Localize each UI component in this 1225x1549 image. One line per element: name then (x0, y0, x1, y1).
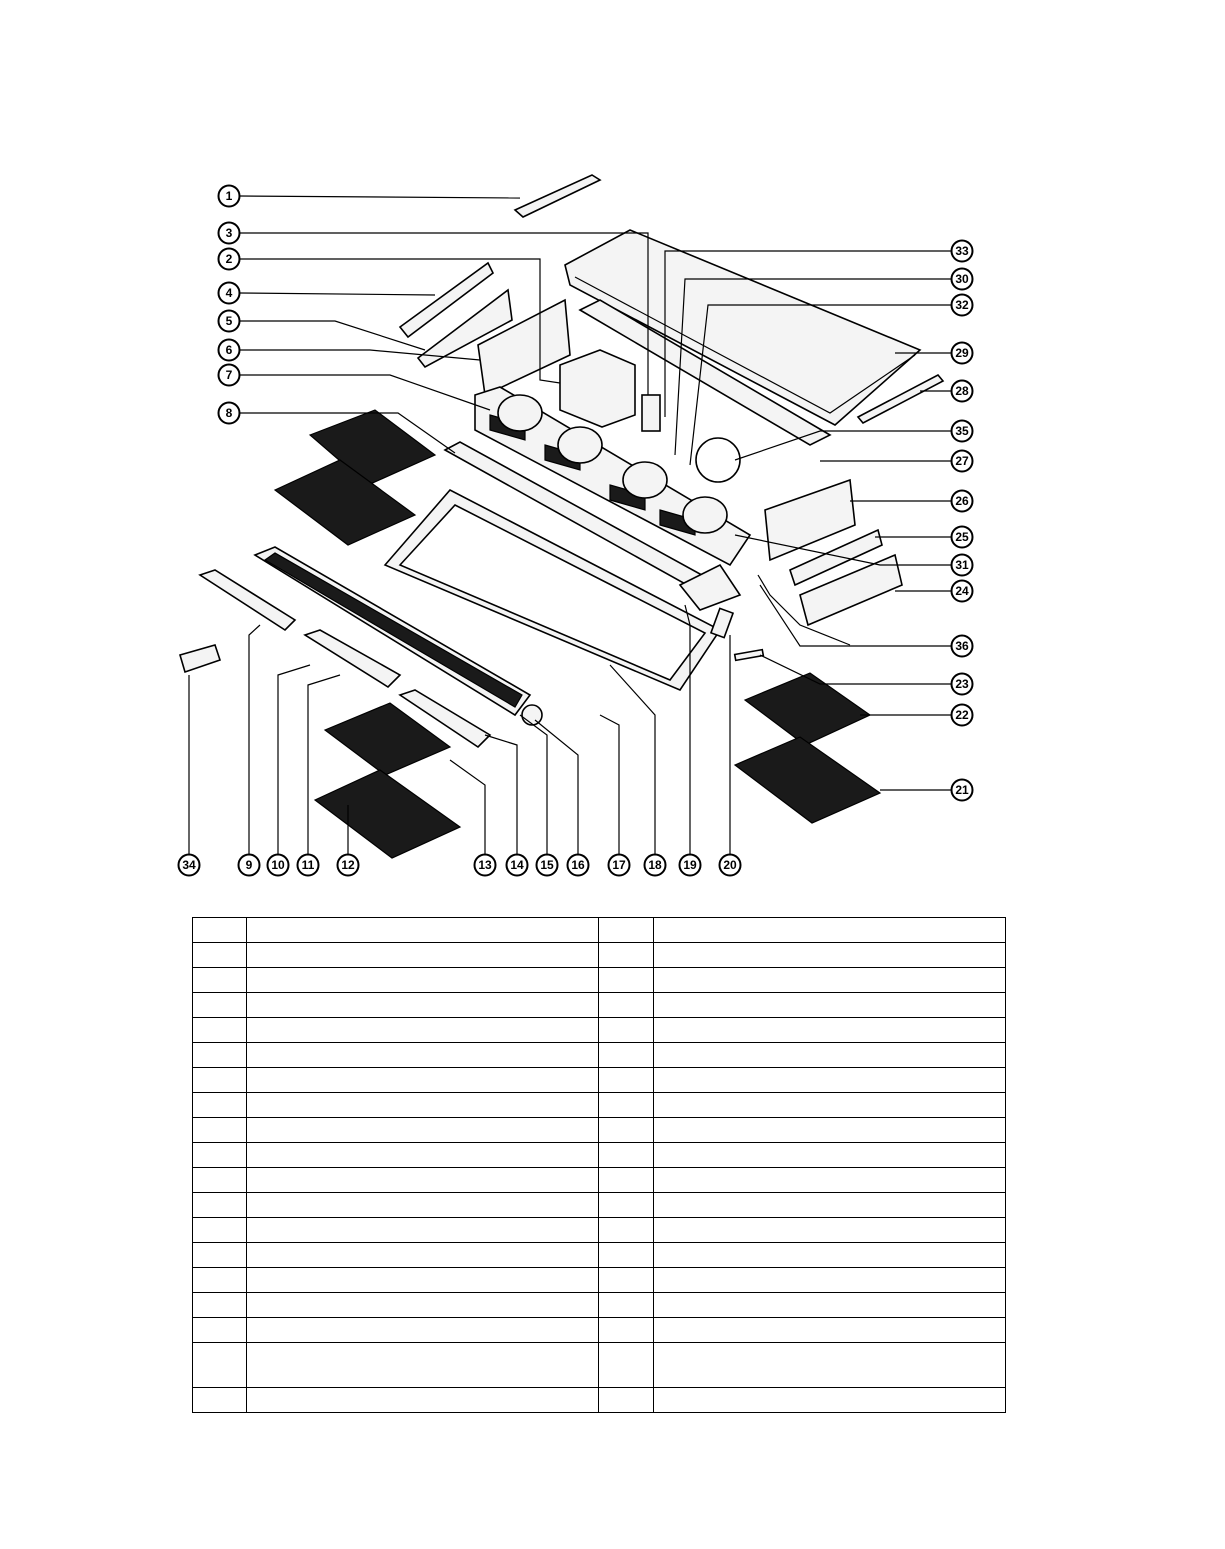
part-number-cell (599, 1243, 653, 1268)
part-swing-motor (522, 705, 542, 725)
table-row (193, 1243, 1006, 1268)
part-number-cell (599, 1143, 653, 1168)
svg-text:8: 8 (225, 406, 233, 420)
callout-27 (952, 451, 973, 472)
callout-4 (219, 283, 240, 304)
part-description-cell (247, 1293, 599, 1318)
part-description-cell (653, 1268, 1005, 1293)
svg-text:32: 32 (955, 298, 969, 312)
part-number-cell (599, 1068, 653, 1093)
part-description-cell (247, 1243, 599, 1268)
callout-24 (952, 581, 973, 602)
svg-text:28: 28 (955, 384, 969, 398)
part-remote-holder (180, 645, 220, 672)
part-number-cell (193, 1218, 247, 1243)
part-description-cell (247, 1193, 599, 1218)
callout-2 (219, 249, 240, 270)
part-description-cell (247, 993, 599, 1018)
part-number-cell (193, 943, 247, 968)
part-blower-2 (558, 427, 602, 463)
callout-1 (219, 186, 240, 207)
part-number-cell (193, 1343, 247, 1388)
svg-text:11: 11 (301, 858, 315, 872)
svg-text:27: 27 (955, 454, 969, 468)
callout-36 (952, 636, 973, 657)
svg-text:12: 12 (341, 858, 355, 872)
table-row (193, 1293, 1006, 1318)
part-number-cell (599, 1388, 653, 1413)
svg-text:33: 33 (955, 244, 969, 258)
table-row (193, 1068, 1006, 1093)
part-description-cell (247, 1093, 599, 1118)
part-description-cell (247, 968, 599, 993)
part-louvre-left (200, 570, 295, 630)
part-description-cell (247, 1143, 599, 1168)
parts-list-body (193, 918, 1006, 1413)
part-description-cell (247, 1018, 599, 1043)
part-description-cell (247, 1318, 599, 1343)
svg-text:35: 35 (955, 424, 969, 438)
part-louvre-middle (305, 630, 400, 687)
part-number-cell (599, 943, 653, 968)
part-number-cell (599, 993, 653, 1018)
svg-text:25: 25 (955, 530, 969, 544)
svg-text:19: 19 (683, 858, 697, 872)
part-description-cell (653, 1388, 1005, 1413)
part-number-cell (599, 1318, 653, 1343)
svg-text:18: 18 (648, 858, 662, 872)
part-number-cell (193, 1093, 247, 1118)
table-row (193, 918, 1006, 943)
part-number-cell (193, 1243, 247, 1268)
svg-text:4: 4 (225, 286, 233, 300)
callout-13 (475, 855, 496, 876)
svg-text:17: 17 (612, 858, 626, 872)
svg-text:14: 14 (510, 858, 524, 872)
part-description-cell (247, 1068, 599, 1093)
part-number-cell (193, 1193, 247, 1218)
part-number-cell (193, 918, 247, 943)
svg-text:29: 29 (955, 346, 969, 360)
svg-text:6: 6 (225, 343, 233, 357)
svg-text:30: 30 (955, 272, 969, 286)
svg-text:5: 5 (225, 314, 233, 328)
part-number-cell (599, 1218, 653, 1243)
table-row (193, 1043, 1006, 1068)
part-description-cell (653, 1068, 1005, 1093)
table-row (193, 993, 1006, 1018)
part-description-cell (247, 1388, 599, 1413)
part-description-cell (247, 1118, 599, 1143)
part-description-cell (247, 1043, 599, 1068)
svg-text:24: 24 (955, 584, 969, 598)
part-description-cell (653, 1043, 1005, 1068)
part-control-board (642, 395, 660, 431)
part-clip (735, 650, 764, 661)
svg-text:15: 15 (540, 858, 554, 872)
svg-text:36: 36 (955, 639, 969, 653)
part-number-cell (599, 1193, 653, 1218)
part-number-cell (193, 1268, 247, 1293)
part-description-cell (653, 968, 1005, 993)
part-number-cell (599, 1293, 653, 1318)
callout-30 (952, 269, 973, 290)
table-row (193, 968, 1006, 993)
part-drain-hose (711, 608, 733, 637)
part-description-cell (247, 1343, 599, 1388)
part-number-cell (193, 1143, 247, 1168)
svg-text:22: 22 (955, 708, 969, 722)
table-row (193, 1388, 1006, 1413)
callout-5 (219, 311, 240, 332)
table-row (193, 1318, 1006, 1343)
table-row (193, 1143, 1006, 1168)
part-description-cell (653, 993, 1005, 1018)
callout-28 (952, 381, 973, 402)
part-number-cell (599, 1118, 653, 1143)
part-description-cell (653, 1293, 1005, 1318)
part-number-cell (193, 1168, 247, 1193)
part-blower-4 (683, 497, 727, 533)
part-number-cell (193, 1018, 247, 1043)
parts-list-table (192, 917, 1006, 1413)
part-number-cell (193, 1293, 247, 1318)
part-description-cell (653, 1318, 1005, 1343)
callout-12 (338, 855, 359, 876)
callout-23 (952, 674, 973, 695)
part-number-cell (599, 1168, 653, 1193)
svg-text:20: 20 (723, 858, 737, 872)
part-description-cell (653, 943, 1005, 968)
part-number-cell (193, 1388, 247, 1413)
table-row (193, 1118, 1006, 1143)
part-filter-right-2 (735, 737, 880, 823)
svg-text:23: 23 (955, 677, 969, 691)
callout-21 (952, 780, 973, 801)
callout-17 (609, 855, 630, 876)
part-number-cell (193, 968, 247, 993)
part-number-cell (599, 1268, 653, 1293)
part-number-cell (599, 1043, 653, 1068)
callout-14 (507, 855, 528, 876)
part-blower-3 (623, 462, 667, 498)
svg-text:2: 2 (225, 252, 233, 266)
table-row (193, 1218, 1006, 1243)
part-number-cell (599, 968, 653, 993)
part-top-bracket (515, 175, 600, 217)
part-number-cell (193, 1068, 247, 1093)
part-description-cell (247, 1218, 599, 1243)
part-description-cell (653, 1143, 1005, 1168)
part-description-cell (653, 1193, 1005, 1218)
table-row (193, 1193, 1006, 1218)
callout-35 (952, 421, 973, 442)
part-blower-1 (498, 395, 542, 431)
table-row (193, 1018, 1006, 1043)
callout-20 (720, 855, 741, 876)
table-row (193, 1168, 1006, 1193)
svg-text:10: 10 (271, 858, 285, 872)
svg-text:21: 21 (955, 783, 969, 797)
part-description-cell (653, 1093, 1005, 1118)
table-row (193, 943, 1006, 968)
part-description-cell (247, 918, 599, 943)
callout-15 (537, 855, 558, 876)
diagram-svg (160, 155, 1012, 895)
callout-7 (219, 365, 240, 386)
callout-26 (952, 491, 973, 512)
callout-11 (298, 855, 319, 876)
part-description-cell (653, 1018, 1005, 1043)
part-description-cell (247, 943, 599, 968)
svg-text:1: 1 (225, 189, 233, 203)
part-filter-lower-2 (315, 770, 460, 858)
table-row (193, 1268, 1006, 1293)
svg-text:7: 7 (225, 368, 233, 382)
callout-16 (568, 855, 589, 876)
svg-text:16: 16 (571, 858, 585, 872)
callout-25 (952, 527, 973, 548)
callout-31 (952, 555, 973, 576)
part-number-cell (193, 1043, 247, 1068)
callout-18 (645, 855, 666, 876)
svg-text:13: 13 (478, 858, 492, 872)
callout-9 (239, 855, 260, 876)
part-number-cell (193, 1318, 247, 1343)
part-description-cell (653, 1243, 1005, 1268)
part-electrical-box (560, 350, 635, 427)
part-description-cell (653, 918, 1005, 943)
part-description-cell (247, 1268, 599, 1293)
part-number-cell (599, 1093, 653, 1118)
table-row (193, 1093, 1006, 1118)
svg-text:3: 3 (225, 226, 233, 240)
callout-8 (219, 403, 240, 424)
table-row (193, 1343, 1006, 1388)
part-description-cell (653, 1343, 1005, 1388)
svg-text:31: 31 (955, 558, 969, 572)
callout-6 (219, 340, 240, 361)
svg-text:34: 34 (182, 858, 196, 872)
part-description-cell (653, 1168, 1005, 1193)
part-number-cell (599, 918, 653, 943)
callout-32 (952, 295, 973, 316)
callout-34 (179, 855, 200, 876)
part-motor-detail (696, 438, 740, 482)
exploded-parts-diagram (160, 155, 1012, 895)
callout-29 (952, 343, 973, 364)
callout-19 (680, 855, 701, 876)
callout-3 (219, 223, 240, 244)
svg-text:9: 9 (245, 858, 253, 872)
part-description-cell (653, 1118, 1005, 1143)
part-number-cell (193, 993, 247, 1018)
svg-text:26: 26 (955, 494, 969, 508)
part-number-cell (193, 1118, 247, 1143)
part-description-cell (653, 1218, 1005, 1243)
callout-22 (952, 705, 973, 726)
part-number-cell (599, 1343, 653, 1388)
part-description-cell (247, 1168, 599, 1193)
part-number-cell (599, 1018, 653, 1043)
callout-33 (952, 241, 973, 262)
callout-10 (268, 855, 289, 876)
